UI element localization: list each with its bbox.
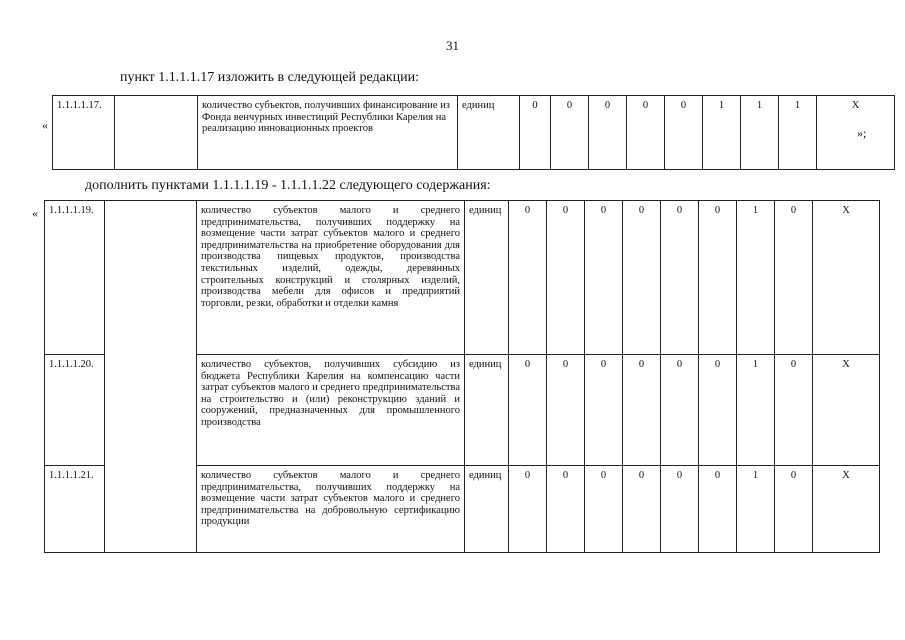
table-2 [44, 200, 880, 553]
row-description: количество субъектов, получивших субсидию из бюджета Республики Карелия на компенсацию части затрат субъектов малого и среднего предпринимательства на строительство и (или) реконструкцию зданий и сооружений, предназначенных для промышленного производства [197, 355, 465, 466]
row-value: 0 [509, 355, 547, 466]
row-value: 0 [547, 201, 585, 355]
row-value: 0 [509, 466, 547, 553]
row-value: 1 [703, 96, 741, 170]
row-value: X [813, 355, 880, 466]
row-value: 0 [661, 201, 699, 355]
row-value: 0 [623, 466, 661, 553]
table-row [45, 201, 880, 355]
row-value: X [813, 201, 880, 355]
section1-instruction: пункт 1.1.1.1.17 изложить в следующей редакции: [120, 70, 419, 85]
row-unit: единиц [465, 201, 509, 355]
row-value: 0 [551, 96, 589, 170]
row-value: 0 [699, 355, 737, 466]
row-description: количество субъектов малого и среднего предпринимательства, получивших поддержку на возмещение части затрат субъектов малого и среднего предпринимательства на приобретение оборудования для производства пищевых продуктов, производства текстильных изделий, одежды, деревянных строительных конструкций и столярных изделий, производства мебели для офисов и предприятий торговли, резки, обработки и отделки камня [197, 201, 465, 355]
row-value: 0 [665, 96, 703, 170]
row-description: количество субъектов малого и среднего предпринимательства, получивших поддержку на возмещение части затрат субъектов малого и среднего предпринимательства на добровольную сертификацию продукции [197, 466, 465, 553]
row-value: 0 [509, 201, 547, 355]
row-blank-cell [115, 96, 198, 170]
row-value: 0 [585, 355, 623, 466]
row-value: 0 [627, 96, 665, 170]
merged-blank-cell [105, 201, 197, 553]
row-value: 0 [589, 96, 627, 170]
row-value: 0 [775, 201, 813, 355]
row-code: 1.1.1.1.21. [45, 466, 105, 553]
row-value: 0 [623, 201, 661, 355]
section2-instruction: дополнить пунктами 1.1.1.1.19 - 1.1.1.1.22 следующего содержания: [85, 178, 491, 193]
row-description: количество субъектов, получивших финансирование из Фонда венчурных инвестиций Республики Карелия на реализацию инновационных проектов [198, 96, 458, 170]
row-value: 1 [737, 355, 775, 466]
row-value: 1 [737, 201, 775, 355]
row-value: 0 [775, 355, 813, 466]
row-value: 0 [699, 466, 737, 553]
row-value: 0 [623, 355, 661, 466]
row-value: 0 [520, 96, 551, 170]
page-number: 31 [446, 38, 459, 53]
section1-open-quote: « [42, 118, 48, 132]
row-unit: единиц [465, 466, 509, 553]
row-value: 1 [741, 96, 779, 170]
row-code: 1.1.1.1.17. [53, 96, 115, 170]
row-value: 0 [775, 466, 813, 553]
row-unit: единиц [458, 96, 520, 170]
row-value: X [817, 96, 895, 170]
row-value: 1 [779, 96, 817, 170]
row-value: 0 [661, 466, 699, 553]
table-1 [52, 95, 895, 170]
row-code: 1.1.1.1.20. [45, 355, 105, 466]
row-value: 0 [585, 201, 623, 355]
row-code: 1.1.1.1.19. [45, 201, 105, 355]
row-unit: единиц [465, 355, 509, 466]
table-row [53, 96, 895, 170]
row-value: 1 [737, 466, 775, 553]
section1-close-quote: »; [857, 126, 867, 140]
row-value: 0 [699, 201, 737, 355]
row-value: 0 [585, 466, 623, 553]
row-value: 0 [547, 355, 585, 466]
row-value: X [813, 466, 880, 553]
section2-open-quote: « [32, 206, 38, 220]
row-value: 0 [547, 466, 585, 553]
row-value: 0 [661, 355, 699, 466]
